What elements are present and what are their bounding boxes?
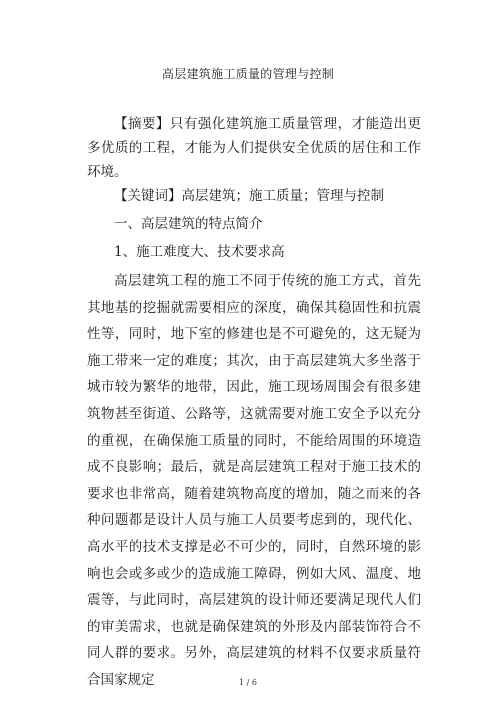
abstract-paragraph: 【摘要】只有强化建筑施工质量管理，才能造出更多优质的工程，才能为人们提供安全优质的居住和工作环境。 bbox=[87, 116, 421, 180]
section-heading: 一、高层建筑的特点简介 bbox=[114, 216, 263, 232]
body-paragraph: 高层建筑工程的施工不同于传统的施工方式，首先其地基的挖掘就需要相应的深度，确保其稳固性和抗震性等，同时，地下室的修建也是不可避免的，这无疑为施工带来一定的难度；其次，由于高层建筑大多坐落于城市较为繁华的地带，因此，施工现场周围会有很多建筑物甚至街道、公路等，这就需要对施工安全予以充分的重视，在确保施工质量的同时，不能给周围的环境造成不良影响；最后，就是高层建筑工程对于施工技术的要求也非常高，随着建筑物高度的增加，随之而来的各种问题都是设计人员与施工人员要考虑到的，现代化、高水平的技术支撑是必不可少的，同时，自然环境的影响也会或多或少的造成施工障碍，例如大风、温度、地震等，与此同时，高层建筑的设计师还要满足现代人们的审美需求，也就是确保建筑的外形及内部装饰符合不同人群的要求。另外，高层建筑的材料不仅要求质量符合国家规定 bbox=[87, 273, 421, 688]
keywords-line: 【关键词】高层建筑；施工质量；管理与控制 bbox=[114, 188, 384, 204]
document-title: 高层建筑施工质量的管理与控制 bbox=[161, 67, 335, 81]
page-number: 1 / 6 bbox=[239, 678, 257, 687]
subsection-heading: 1、施工难度大、技术要求高 bbox=[114, 244, 285, 260]
